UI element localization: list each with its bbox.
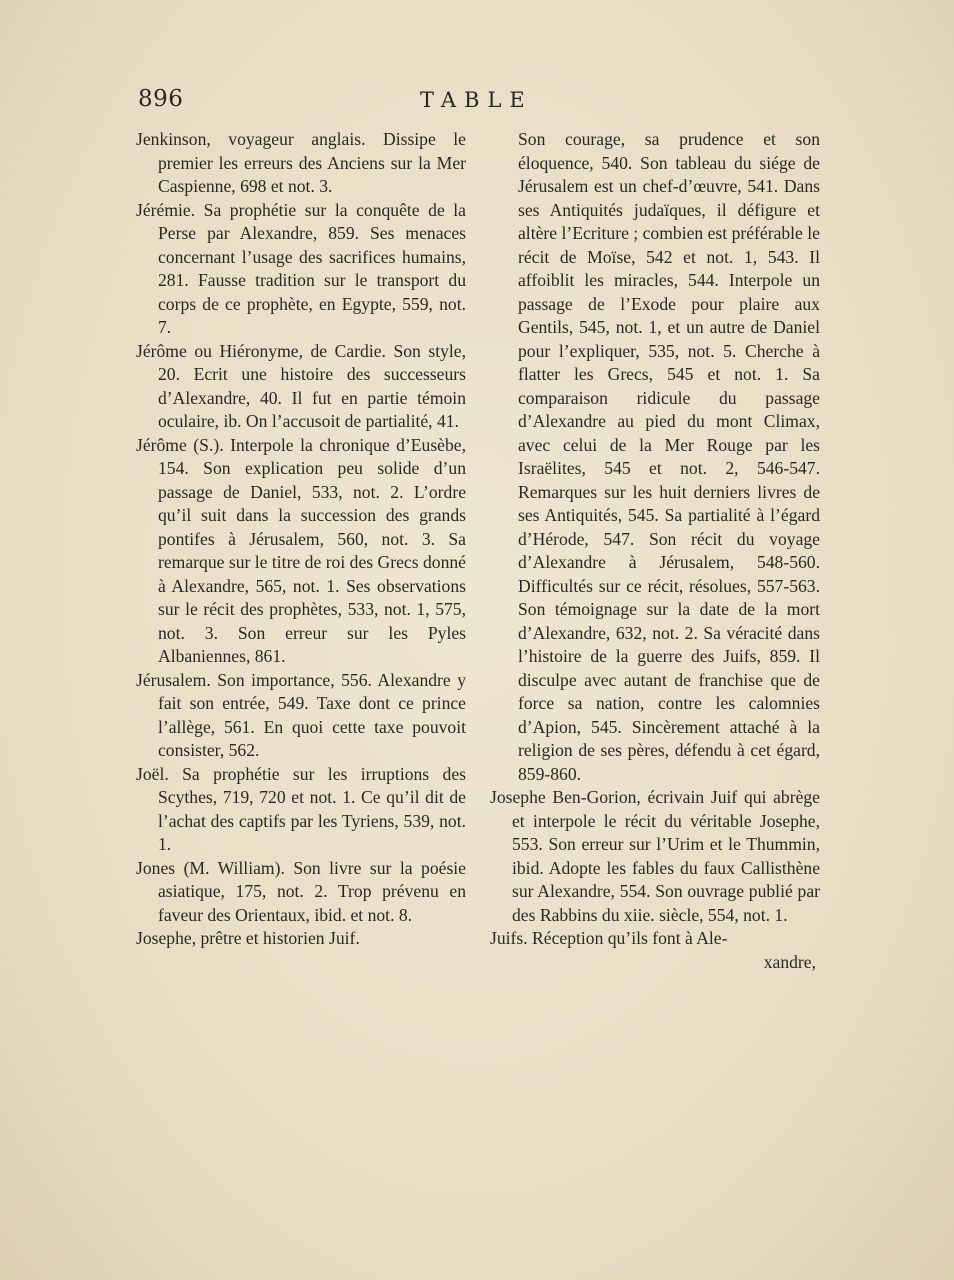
index-entry: Josephe Ben-Gorion, écrivain Juif qui abrège et interpole le récit du véritable Josephe, 553. Son erreur sur l’Urim et le Thummin, ibid. Adopte les fables du faux Callisthène sur Alexandre, 554. Son ouvrage publié par des Rabbins du xiie. siècle, 554, not. 1. (490, 787, 820, 925)
index-entry: Jérôme ou Hiéronyme, de Cardie. Son style, 20. Ecrit une histoire des successeurs d’Alexandre, 40. Il fut en partie témoin oculaire, ib. On l’accusoit de partialité, 41. (136, 340, 466, 431)
index-entry: Josephe, prêtre et historien Juif. (136, 928, 360, 948)
catchword: xandre, (763, 951, 816, 972)
page-number: 896 (138, 86, 184, 112)
index-entry: Jérôme (S.). Interpole la chronique d’Eusèbe, 154. Son explication peu solide d’un passage de Daniel, 533, not. 2. L’ordre qu’il suit dans la succession des grands pontifes à Jérusalem, 560, not. 3. Sa remarque sur le titre de roi des Grecs donné à Alexandre, 565, not. 1. Ses observations sur le récit des prophètes, 533, not. 1, 575, not. 3. Son erreur sur les Pyles Albaniennes, 861. (136, 434, 466, 666)
running-head: TABLE (420, 88, 533, 112)
index-column-left (136, 128, 466, 951)
index-entry: Jenkinson, voyageur anglais. Dissipe le premier les erreurs des Anciens sur la Mer Caspienne, 698 et not. 3. (136, 129, 466, 196)
index-entry: Jones (M. William). Son livre sur la poésie asiatique, 175, not. 2. Trop prévenu en faveur des Orientaux, ibid. et not. 8. (136, 857, 466, 925)
index-entry-continuation: Son courage, sa prudence et son éloquence, 540. Son tableau du siége de Jérusalem est un chef-d’œuvre, 541. Dans ses Antiquités judaïques, il défigure et altère l’Ecriture ; combien est préférable le récit de Moïse, 542 et not. 1, 543. Il affoiblit les miracles, 544. Interpole un passage de l’Exode pour plaire aux Gentils, 545, not. 1, et un autre de Daniel pour l’expliquer, 535, not. 5. Cherche à flatter les Grecs, 545 et not. 1. Sa comparaison ridicule du passage d’Alexandre au pied du mont Climax, avec celui de la Mer Rouge par les Israëlites, 545 et not. 2, 546-547. Remarques sur les huit derniers livres de ses Antiquités, 545. Sa partialité à l’égard d’Hérode, 547. Son récit du voyage d’Alexandre à Jérusalem, 548-560. Difficultés sur ce récit, résolues, 557-563. Son témoignage sur la date de la mort d’Alexandre, 632, not. 2. Sa véracité dans l’histoire de la guerre des Juifs, 859. Il disculpe avec autant de franchise que de force sa nation, contre les calomnies d’Apion, 545. Sincèrement attaché à la religion de ses pères, défendu à cet égard, 859-860. (518, 129, 820, 784)
index-entry: Jérémie. Sa prophétie sur la conquête de la Perse par Alexandre, 859. Ses menaces concernant l’usage des sacrifices humains, 281. Fausse tradition sur le transport du corps de ce prophète, en Egypte, 559, not. 7. (136, 199, 466, 337)
index-entry: Juifs. Réception qu’ils font à Ale- (490, 928, 728, 948)
index-entry: Jérusalem. Son importance, 556. Alexandre y fait son entrée, 549. Taxe dont ce prince l’allège, 561. En quoi cette taxe pouvoit consister, 562. (136, 669, 466, 760)
index-column-right (490, 128, 820, 974)
index-entry: Joël. Sa prophétie sur les irruptions des Scythes, 719, 720 et not. 1. Ce qu’il dit de l’achat des captifs par les Tyriens, 539, not. 1. (136, 763, 466, 854)
